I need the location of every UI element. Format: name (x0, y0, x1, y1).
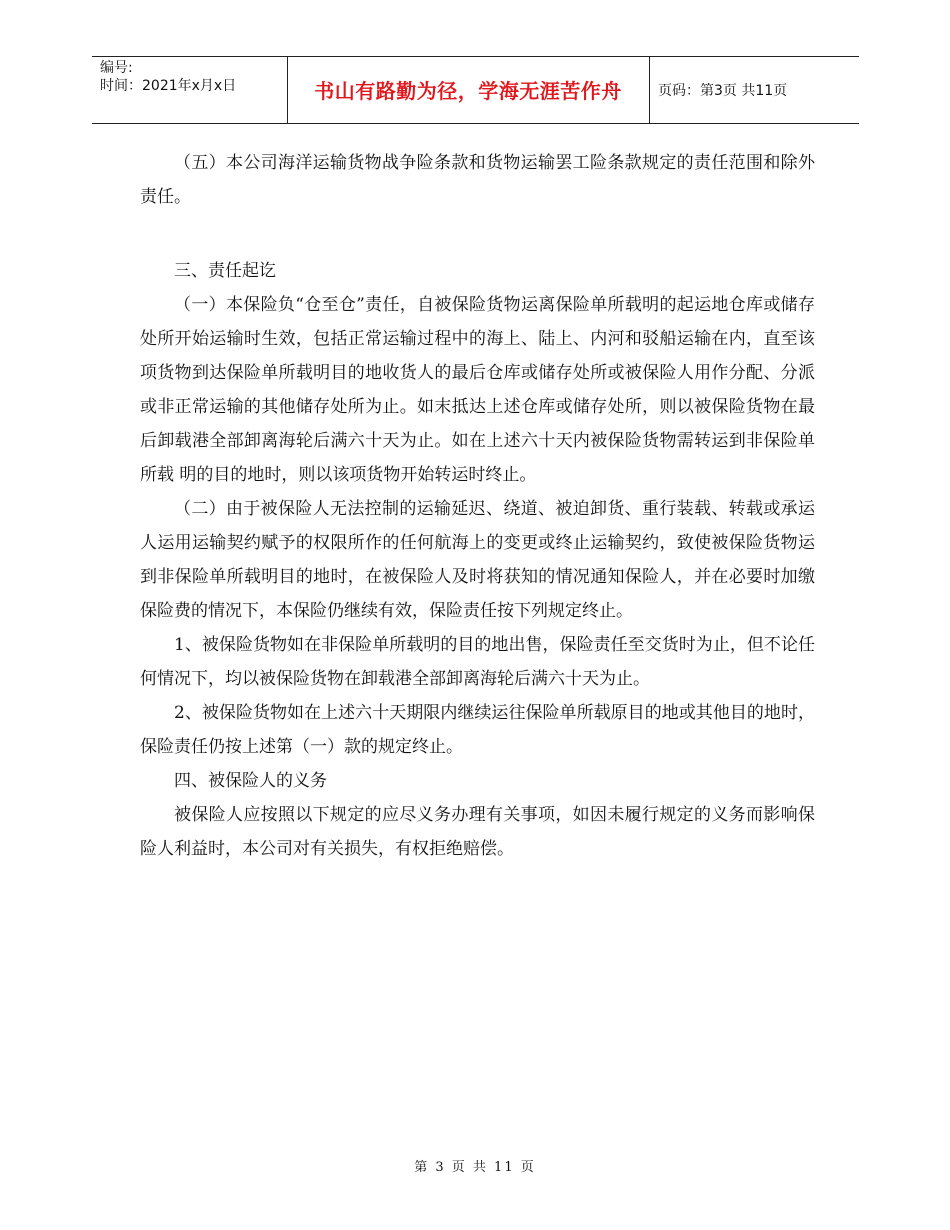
paragraph-war-strike-clause: （五）本公司海洋运输货物战争险条款和货物运输罢工险条款规定的责任范围和除外责任。 (140, 153, 815, 207)
header-meta (100, 59, 285, 95)
paragraph-transit-delay: （二）由于被保险人无法控制的运输延迟、绕道、被迫卸货、重行装载、转载或承运人运用运输契约赋予的权限所作的任何航海上的变更或终止运输契约，致使被保险货物运到非保险单所载明目的地时，在被保险人及时将获知的情况通知保险人，并在必要时加缴保险费的情况下，本保险仍继续有效，保险责任按下列规定终止。 (140, 499, 815, 621)
header-page-info: 页码：第3页 共11页 (658, 83, 788, 99)
paragraph-warehouse-to-warehouse: （一）本保险负“仓至仓”责任，自被保险货物运离保险单所载明的起运地仓库或储存处所开始运输时生效，包括正常运输过程中的海上、陆上、内河和驳船运输在内，直至该项货物到达保险单所载明目的地收货人的最后仓库或储存处所或被保险人用作分配、分派或非正常运输的其他储存处所为止。如末抵达上述仓库或储存处所，则以被保险货物在最后卸载港全部卸离海轮后满六十天为止。如在上述六十天内被保险货物需转运到非保险单所载 明的目的地时，则以该项货物开始转运时终止。 (140, 295, 815, 485)
paragraph-spacer (140, 214, 815, 254)
section-heading-4: 四、被保险人的义务 (174, 771, 327, 791)
document-body (140, 146, 815, 866)
header-divider-right (649, 57, 650, 123)
page-footer: 第 3 页 共 11 页 (414, 1160, 536, 1175)
document-number-label: 编号: (100, 60, 133, 76)
paragraph-item-2: 2、被保险货物如在上述六十天期限内继续运往保险单所载原目的地或其他目的地时，保险责任仍按上述第（一）款的规定终止。 (140, 703, 815, 757)
document-date: 时间：2021年x月x日 (100, 78, 237, 94)
paragraph-insured-obligations: 被保险人应按照以下规定的应尽义务办理有关事项，如因未履行规定的义务而影响保险人利益时，本公司对有关损失，有权拒绝赔偿。 (140, 805, 815, 859)
header-motto: 书山有路勤为径，学海无涯苦作舟 (314, 79, 622, 103)
page-header (92, 56, 859, 124)
section-heading-3: 三、责任起讫 (174, 261, 276, 281)
paragraph-item-1: 1、被保险货物如在非保险单所载明的目的地出售，保险责任至交货时为止，但不论任何情况下，均以被保险货物在卸载港全部卸离海轮后满六十天为止。 (140, 635, 815, 689)
